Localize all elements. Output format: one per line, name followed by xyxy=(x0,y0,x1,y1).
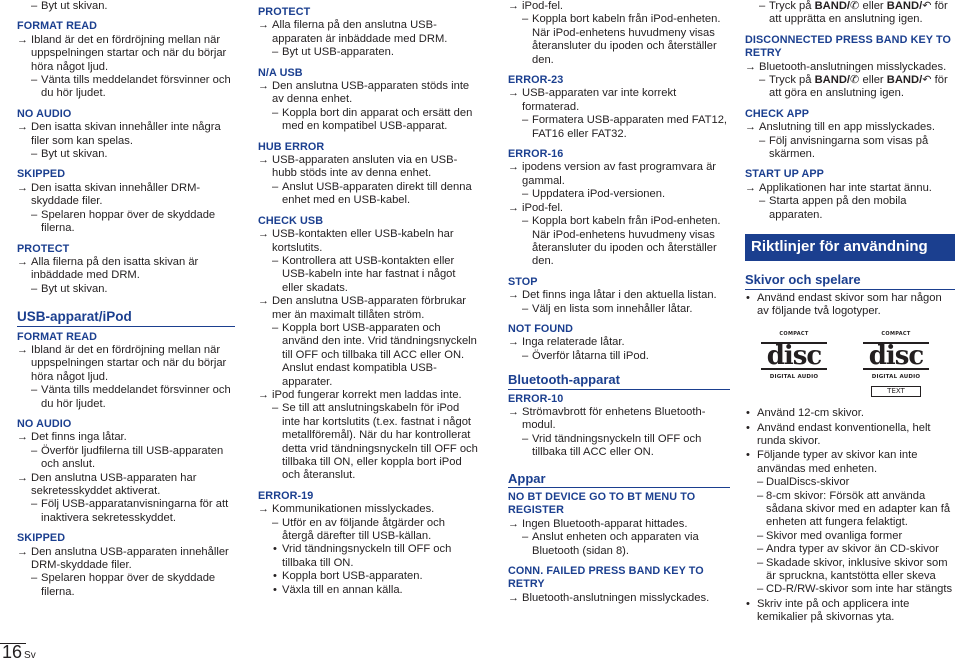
cause: → Alla filerna på den isatta skivan är inbäddade med DRM. xyxy=(17,256,235,283)
cause: → Bluetooth-anslutningen misslyckades. xyxy=(508,592,730,605)
list-item: • Använd 12-cm skivor. xyxy=(745,407,955,420)
remedy: – Se till att anslutningskabeln för iPod inte har kortslutits (t.ex. fastnat i något metallföremål). När du har kontrollerat detta vrid tändningsnyckeln till OFF och tillbaka till ON, eller koppla bort iPod och återanslut. xyxy=(258,402,478,482)
remedy: – Formatera USB-apparaten med FAT12, FAT16 eller FAT32. xyxy=(508,114,730,141)
cause: → Den anslutna USB-apparaten stöds inte av denna enhet. xyxy=(258,80,478,107)
logo-top-text: COMPACT xyxy=(779,331,809,338)
remedy: – Koppla bort USB-apparaten och använd den inte. Vrid tändningsnyckeln till OFF och tillbaka till ACC eller ON. Anslut endast kompatibla USB-apparater. xyxy=(258,322,478,389)
remedy: – Anslut enheten och apparaten via Bluetooth (sidan 8). xyxy=(508,531,730,558)
error-heading: ERROR-23 xyxy=(508,74,564,87)
list-item: • Använd endast konventionella, helt runda skivor. xyxy=(745,422,955,449)
remedy-text: för att upprätta en anslutning igen. xyxy=(769,0,948,26)
cause: → Den anslutna USB-apparaten har sekretesskyddet aktiverat. xyxy=(17,472,235,499)
return-icon: ↶ xyxy=(922,0,932,12)
remedy: – Utför en av följande åtgärder och återgå därefter till USB-källan. xyxy=(258,517,478,544)
remedy: – Byt ut skivan. xyxy=(17,0,235,13)
error-heading: CHECK APP xyxy=(745,107,810,120)
column-1 xyxy=(17,0,235,599)
remedy: – Starta appen på den mobila apparaten. xyxy=(745,195,955,222)
list-item: • Vrid tändningsnyckeln till OFF och tillbaka till ON. xyxy=(258,543,478,570)
cause: → Kommunikationen misslyckades. xyxy=(258,503,478,516)
sub-item: – 8-cm skivor: Försök att använda sådana skivor med en adapter kan få enheten att fungera felaktigt. xyxy=(745,490,955,530)
list-item: • Skriv inte på och applicera inte kemikalier på skivornas yta. xyxy=(745,598,955,625)
cause: → USB-kontakten eller USB-kabeln har kortslutits. xyxy=(258,228,478,255)
remedy: – Byt ut skivan. xyxy=(17,148,235,161)
section-title: USB-apparat/iPod xyxy=(17,309,132,325)
column-4 xyxy=(745,0,955,625)
compact-disc-logo xyxy=(761,328,827,397)
sub-item: – CD-R/RW-skivor som inte har stängts xyxy=(745,583,955,596)
error-heading: PROTECT xyxy=(17,242,70,255)
remedy: – Koppla bort din apparat och ersätt den med en kompatibel USB-apparat. xyxy=(258,107,478,134)
remedy xyxy=(745,0,955,27)
remedy: – Följ USB-apparatanvisningarna för att inaktivera sekretesskyddet. xyxy=(17,498,235,525)
band-key-label: BAND/ xyxy=(814,0,851,12)
remedy-text: eller xyxy=(859,74,887,87)
error-heading: ERROR-19 xyxy=(258,489,314,502)
sub-item: – Skivor med ovanliga former xyxy=(745,530,955,543)
band-key-label: BAND/ xyxy=(886,74,923,87)
remedy: – Kontrollera att USB-kontakten eller USB-kabeln inte har fastnat i något eller skadats. xyxy=(258,255,478,295)
error-heading: CHECK USB xyxy=(258,214,324,227)
error-heading: ERROR-16 xyxy=(508,148,564,161)
error-heading: FORMAT READ xyxy=(17,20,98,33)
remedy: – Vänta tills meddelandet försvinner och du hör ljudet. xyxy=(17,74,235,101)
cause: → Ibland är det en fördröjning mellan när uppspelningen startar och när du börjar höra något ljud. xyxy=(17,34,235,74)
section-rule xyxy=(17,326,235,327)
logo-text-box: TEXT xyxy=(871,386,921,397)
section-title: Appar xyxy=(508,470,546,486)
cause: → iPod fungerar korrekt men laddas inte. xyxy=(258,389,478,402)
remedy: – Anslut USB-apparaten direkt till denna enhet med en USB-kabel. xyxy=(258,181,478,208)
cause: → Bluetooth-anslutningen misslyckades. xyxy=(745,61,955,74)
compact-disc-text-logo xyxy=(863,328,929,397)
error-heading: SKIPPED xyxy=(17,168,66,181)
remedy: – Överför ljudfilerna till USB-apparaten och anslut. xyxy=(17,445,235,472)
error-heading: NO BT DEVICE GO TO BT MENU TO REGISTER xyxy=(508,491,696,517)
logo-bottom-text: DIGITAL AUDIO xyxy=(769,373,819,380)
logo-disc-text: disc xyxy=(863,342,929,370)
page-number-value: 16 xyxy=(2,642,23,662)
page-language: Sv xyxy=(24,650,36,661)
error-heading: NOT FOUND xyxy=(508,322,574,335)
cause: → Inga relaterade låtar. xyxy=(508,336,730,349)
cause: → ipodens version av fast programvara är gammal. xyxy=(508,161,730,188)
remedy: – Vänta tills meddelandet försvinner och du hör ljudet. xyxy=(17,384,235,411)
cause: → Den isatta skivan innehåller inte några filer som kan spelas. xyxy=(17,121,235,148)
column-3 xyxy=(508,0,730,605)
cause: → Strömavbrott för enhetens Bluetooth-modul. xyxy=(508,406,730,433)
list-item: • Växla till en annan källa. xyxy=(258,584,478,597)
section-rule xyxy=(508,487,730,488)
phone-icon: ✆ xyxy=(850,0,860,12)
remedy: – Välj en lista som innehåller låtar. xyxy=(508,303,730,316)
error-heading: FORMAT READ xyxy=(17,330,98,343)
cause: → Det finns inga låtar i den aktuella listan. xyxy=(508,289,730,302)
cause: → Den isatta skivan innehåller DRM-skyddade filer. xyxy=(17,182,235,209)
cause: → Den anslutna USB-apparaten innehåller DRM-skyddade filer. xyxy=(17,546,235,573)
list-item: • Följande typer av skivor kan inte användas med enheten. xyxy=(745,449,955,476)
error-heading: NO AUDIO xyxy=(17,107,72,120)
remedy: – Byt ut USB-apparaten. xyxy=(258,46,478,59)
error-heading: START UP APP xyxy=(745,168,824,181)
remedy: – Spelaren hoppar över de skyddade filerna. xyxy=(17,209,235,236)
remedy-text: för att göra en anslutning igen. xyxy=(769,74,948,100)
cause: → Det finns inga låtar. xyxy=(17,431,235,444)
disc-logos xyxy=(761,328,955,397)
remedy: – Följ anvisningarna som visas på skärmen. xyxy=(745,135,955,162)
remedy-text: Tryck på xyxy=(769,0,815,12)
list-item: • Använd endast skivor som har någon av följande två logotyper. xyxy=(745,292,955,319)
remedy: – Spelaren hoppar över de skyddade filerna. xyxy=(17,572,235,599)
remedy: – Byt ut skivan. xyxy=(17,283,235,296)
section-title: Bluetooth-apparat xyxy=(508,372,620,388)
error-heading: PROTECT xyxy=(258,6,311,18)
sub-item: – Skadade skivor, inklusive skivor som är spruckna, kantstötta eller skeva xyxy=(745,557,955,584)
error-heading: STOP xyxy=(508,275,538,288)
error-heading: ERROR-10 xyxy=(508,392,564,405)
cause: → Ingen Bluetooth-apparat hittades. xyxy=(508,518,730,531)
error-heading: SKIPPED xyxy=(17,532,66,545)
remedy-text: eller xyxy=(859,0,887,12)
cause: → USB-apparaten var inte korrekt formaterad. xyxy=(508,87,730,114)
column-2 xyxy=(258,6,478,597)
phone-icon: ✆ xyxy=(850,74,860,87)
error-heading: CONN. FAILED PRESS BAND KEY TO RETRY xyxy=(508,565,704,591)
section-rule xyxy=(745,289,955,290)
cause: → iPod-fel. xyxy=(508,202,730,215)
remedy: – Koppla bort kabeln från iPod-enheten. När iPod-enhetens huvudmeny visas återansluter du ipoden och återställer den. xyxy=(508,215,730,269)
remedy-text: Tryck på xyxy=(769,74,815,87)
remedy: – Koppla bort kabeln från iPod-enheten. När iPod-enhetens huvudmeny visas återansluter du ipoden och återställer den. xyxy=(508,13,730,67)
logo-disc-text: disc xyxy=(761,342,827,370)
page-number xyxy=(2,642,36,662)
section-title: Skivor och spelare xyxy=(745,272,861,288)
remedy: – Vrid tändningsnyckeln till OFF och tillbaka till ACC eller ON. xyxy=(508,433,730,460)
cause: → Alla filerna på den anslutna USB-apparaten är inbäddade med DRM. xyxy=(258,19,478,46)
cause: → USB-apparaten ansluten via en USB-hubb stöds inte av denna enhet. xyxy=(258,154,478,181)
logo-top-text: COMPACT xyxy=(881,331,911,338)
error-heading: HUB ERROR xyxy=(258,140,325,153)
band-key-label: BAND/ xyxy=(814,74,851,87)
cause: → Den anslutna USB-apparaten förbrukar mer än maximalt tillåten ström. xyxy=(258,295,478,322)
logo-bottom-text: DIGITAL AUDIO xyxy=(871,373,921,380)
cause: → Ibland är det en fördröjning mellan när uppspelningen startar och när du börjar höra något ljud. xyxy=(17,344,235,384)
error-heading: N/A USB xyxy=(258,66,303,79)
remedy xyxy=(745,74,955,101)
section-rule xyxy=(508,389,730,390)
error-heading: NO AUDIO xyxy=(17,417,72,430)
band-key-label: BAND/ xyxy=(886,0,923,12)
sub-item: – DualDiscs-skivor xyxy=(745,476,955,489)
remedy: – Överför låtarna till iPod. xyxy=(508,350,730,363)
error-heading: DISCONNECTED PRESS BAND KEY TO RETRY xyxy=(745,33,951,60)
cause: → Anslutning till en app misslyckades. xyxy=(745,121,955,134)
remedy: – Uppdatera iPod-versionen. xyxy=(508,188,730,201)
list-item: • Koppla bort USB-apparaten. xyxy=(258,570,478,583)
cause: → Applikationen har inte startat ännu. xyxy=(745,182,955,195)
section-banner: Riktlinjer för användning xyxy=(745,234,955,261)
return-icon: ↶ xyxy=(922,74,932,87)
sub-item: – Andra typer av skivor än CD-skivor xyxy=(745,543,955,556)
cause: → iPod-fel. xyxy=(508,0,730,13)
